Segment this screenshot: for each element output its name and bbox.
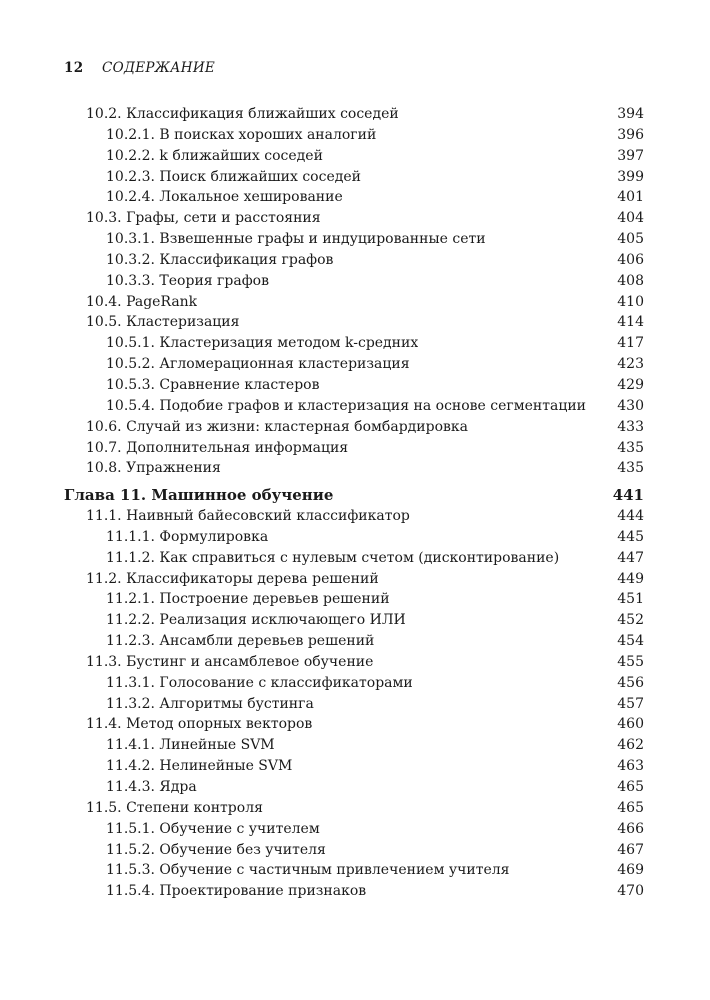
toc-entry-page: 397: [617, 147, 644, 164]
toc-entry-title: 10.3.2. Классификация графов: [106, 251, 334, 268]
toc-entry-page: 462: [617, 737, 644, 754]
toc-entry-page: 465: [617, 799, 644, 816]
toc-entry: [64, 312, 644, 333]
toc-entry-page: 423: [617, 356, 644, 373]
toc-entry-title: 10.2.1. В поисках хороших аналогий: [106, 126, 377, 143]
toc-entry-title: 11.2.3. Ансамбли деревьев решений: [106, 633, 375, 650]
toc-entry-page: 455: [617, 653, 644, 670]
toc-entry-title: 11.1.2. Как справиться с нулевым счетом (дисконтирование): [106, 549, 560, 566]
toc-entry-page: 414: [617, 314, 644, 331]
toc-entry: [64, 881, 644, 902]
toc-entry-title: 10.2. Классификация ближайших соседей: [86, 106, 399, 122]
toc-entry-title: 10.5. Кластеризация: [86, 314, 240, 331]
toc-entry: [64, 860, 644, 881]
toc-entry: [64, 458, 644, 479]
toc-entry-page: 465: [617, 779, 644, 795]
toc-entry-title: 11.2.1. Построение деревьев решений: [106, 591, 390, 608]
toc-entry: [64, 548, 644, 569]
toc-entry-page: 444: [617, 508, 644, 525]
toc-entry: [64, 250, 644, 271]
toc-entry-page: 457: [617, 695, 644, 712]
toc-entry-title: 11.2. Классификаторы дерева решений: [86, 570, 379, 587]
toc-entry-title: 10.5.4. Подобие графов и кластеризация на основе сегментации: [106, 397, 587, 414]
toc-entry-title: 10.6. Случай из жизни: кластерная бомбардировка: [86, 418, 468, 435]
toc-entry-title: 10.2.2. k ближайших соседей: [106, 147, 323, 164]
toc-entry-page: 454: [617, 633, 644, 650]
toc-entry-title: 11.4.1. Линейные SVM: [106, 737, 275, 754]
toc-entry-title: 11.1.1. Формулировка: [106, 528, 269, 545]
toc-entry-page: 466: [617, 820, 644, 837]
toc-entry-page: 435: [617, 460, 644, 477]
toc-entry-title: 10.3.1. Взвешенные графы и индуцированные сети: [106, 231, 486, 248]
toc-entry-page: 447: [617, 549, 644, 566]
toc-entry-page: 449: [617, 570, 644, 587]
toc-entry-page: 451: [617, 591, 644, 608]
toc-entry-title: 11.1. Наивный байесовский классификатор: [86, 508, 410, 525]
running-head: [64, 60, 215, 76]
toc-entry: [64, 819, 644, 840]
toc-entry: [64, 589, 644, 610]
page-number: 12: [64, 60, 84, 76]
toc-entry: [64, 694, 644, 715]
toc-entry: [64, 735, 644, 756]
toc-entry-page: 410: [617, 293, 644, 310]
toc-entry-page: 452: [617, 612, 644, 629]
toc-entry-title: Глава 11. Машинное обучение: [64, 486, 334, 505]
toc-entry-page: 463: [617, 758, 644, 775]
toc-entry: [64, 292, 644, 313]
toc-entry: [64, 125, 644, 146]
toc-entry: [64, 673, 644, 694]
toc-entry: [64, 229, 644, 250]
toc-entry-title: 11.5.4. Проектирование признаков: [106, 883, 367, 900]
toc-entry-page: 404: [617, 210, 644, 227]
toc-entry-title: 10.3. Графы, сети и расстояния: [86, 210, 321, 227]
running-title: СОДЕРЖАНИЕ: [101, 60, 216, 76]
toc-entry: [64, 631, 644, 652]
toc-entry-page: 435: [617, 439, 644, 456]
toc-entry-page: 456: [617, 674, 644, 691]
toc-entry: [64, 354, 644, 375]
toc-entry: [64, 714, 644, 735]
toc-chapter: [64, 485, 644, 506]
toc-entry: [64, 146, 644, 167]
toc-entry-page: 470: [617, 883, 644, 900]
toc-entry-title: 11.4. Метод опорных векторов: [86, 716, 313, 733]
toc-entry-title: 11.5.2. Обучение без учителя: [106, 841, 326, 858]
toc-entry-title: 11.5. Степени контроля: [86, 799, 263, 816]
toc-entry-title: 11.3.2. Алгоритмы бустинга: [106, 695, 314, 712]
toc-entry-page: 433: [617, 418, 644, 435]
toc-entry-page: 417: [617, 335, 644, 352]
toc-entry: [64, 208, 644, 229]
toc-entry: [64, 756, 644, 777]
toc-entry: [64, 375, 644, 396]
toc-entry: [64, 396, 644, 417]
toc-entry-page: 408: [617, 272, 644, 289]
toc-entry: [64, 652, 644, 673]
toc-entry-title: 10.2.3. Поиск ближайших соседей: [106, 168, 361, 185]
toc-entry: [64, 104, 644, 125]
toc-entry-page: 467: [617, 841, 644, 858]
toc-entry: [64, 569, 644, 590]
toc-entry: [64, 271, 644, 292]
toc-entry: [64, 798, 644, 819]
toc-entry-page: 406: [617, 251, 644, 268]
toc-entry-page: 460: [617, 716, 644, 733]
toc-entry-title: 11.5.3. Обучение с частичным привлечением учителя: [106, 862, 510, 879]
table-of-contents: [64, 104, 644, 902]
toc-entry: [64, 777, 644, 798]
toc-entry-title: 11.4.3. Ядра: [106, 779, 197, 795]
toc-entry-page: 469: [617, 862, 644, 879]
toc-entry-title: 11.5.1. Обучение с учителем: [106, 820, 320, 837]
toc-entry: [64, 167, 644, 188]
toc-entry-title: 10.5.1. Кластеризация методом k-средних: [106, 335, 419, 352]
toc-entry-page: 445: [617, 528, 644, 545]
toc-entry: [64, 187, 644, 208]
toc-entry-page: 441: [612, 486, 644, 505]
toc-entry-title: 11.3. Бустинг и ансамблевое обучение: [86, 653, 374, 670]
toc-entry-title: 10.5.2. Агломерационная кластеризация: [106, 356, 410, 373]
toc-entry: [64, 840, 644, 861]
toc-entry: [64, 438, 644, 459]
toc-entry-page: 396: [617, 126, 644, 143]
toc-entry-title: 10.2.4. Локальное хеширование: [106, 189, 343, 206]
toc-entry-page: 430: [617, 397, 644, 414]
toc-entry-title: 10.3.3. Теория графов: [106, 272, 269, 289]
toc-entry-page: 394: [617, 106, 644, 122]
toc-entry-title: 10.5.3. Сравнение кластеров: [106, 376, 320, 393]
toc-entry-title: 10.8. Упражнения: [86, 460, 221, 477]
toc-entry: [64, 610, 644, 631]
toc-entry-page: 399: [617, 168, 644, 185]
toc-entry: [64, 417, 644, 438]
toc-entry-page: 429: [617, 376, 644, 393]
toc-entry: [64, 527, 644, 548]
toc-entry-title: 11.4.2. Нелинейные SVM: [106, 758, 293, 775]
toc-entry-title: 10.4. PageRank: [86, 293, 198, 310]
toc-entry: [64, 333, 644, 354]
toc-entry-title: 10.7. Дополнительная информация: [86, 439, 349, 456]
toc-entry-title: 11.3.1. Голосование с классификаторами: [106, 674, 413, 691]
toc-entry-title: 11.2.2. Реализация исключающего ИЛИ: [106, 612, 406, 629]
toc-entry: [64, 506, 644, 527]
toc-entry-page: 401: [617, 189, 644, 206]
toc-entry-page: 405: [617, 231, 644, 248]
